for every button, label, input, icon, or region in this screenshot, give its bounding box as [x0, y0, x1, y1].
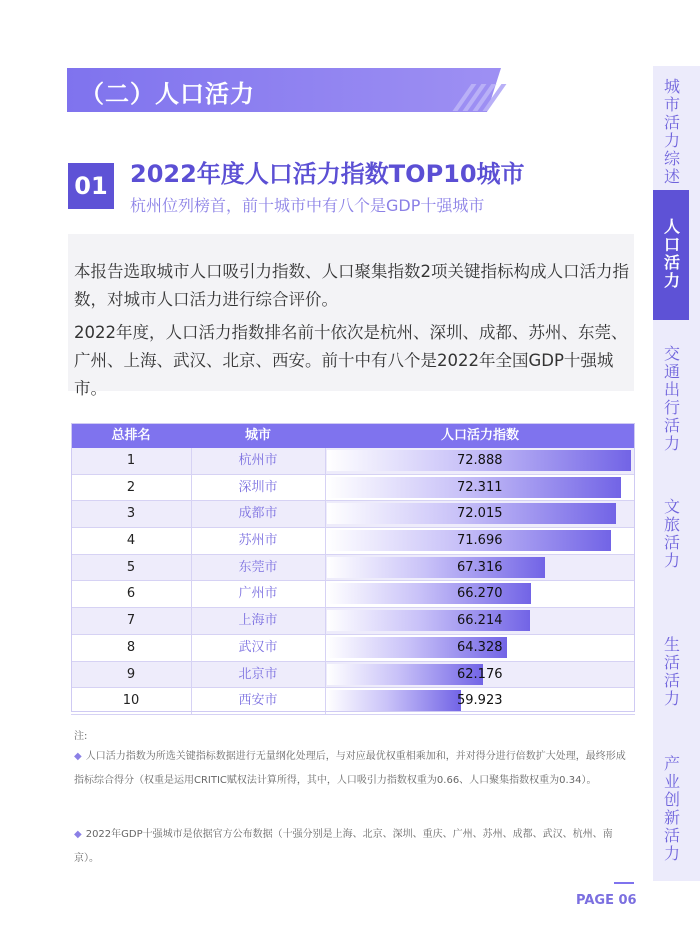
index-cell	[325, 528, 635, 554]
city-cell: 深圳市	[191, 475, 326, 501]
rank-cell: 8	[71, 635, 192, 661]
index-cell	[325, 688, 635, 714]
index-cell	[325, 635, 635, 661]
note-text: 人口活力指数为所选关键指标数据进行无量纲化处理后，与对应最优权重相乘加和，并对得分进行倍数扩大处理，最终形成指标综合得分（权重是运用CRITIC赋权法计算所得，其中，人口吸引力指数权重为0.66、人口聚集指数权重为0.34）。	[74, 751, 626, 786]
table-row	[71, 581, 635, 608]
city-cell: 杭州市	[191, 448, 326, 474]
rank-cell: 7	[71, 608, 192, 634]
table-body	[71, 448, 635, 715]
note-text: 2022年GDP十强城市是依据官方公布数据（十强分别是上海、北京、深圳、重庆、广州、苏州、成都、武汉、杭州、南京）。	[74, 829, 613, 864]
index-value: 72.015	[457, 506, 503, 522]
rank-cell: 3	[71, 501, 192, 527]
index-value: 67.316	[457, 559, 503, 575]
index-value: 59.923	[457, 693, 503, 709]
index-cell	[325, 501, 635, 527]
bullet-diamond-icon: ◆	[74, 751, 82, 762]
table-row	[71, 635, 635, 662]
sidebar-item-transport[interactable]: 交通出行活力	[661, 345, 681, 453]
table-row	[71, 662, 635, 689]
rank-cell: 4	[71, 528, 192, 554]
rank-cell: 9	[71, 662, 192, 688]
subsection-number: 01	[68, 163, 114, 209]
page-number: PAGE 06	[576, 893, 637, 908]
header-index: 人口活力指数	[440, 428, 519, 443]
index-bar	[327, 690, 461, 711]
index-cell	[325, 662, 635, 688]
notes-title: 注:	[74, 731, 88, 742]
intro-paragraph-1: 本报告选取城市人口吸引力指数、人口聚集指数2项关键指标构成人口活力指数，对城市人口活力进行综合评价。	[74, 262, 629, 309]
table-header	[71, 423, 635, 448]
sidebar-item-culture-tourism[interactable]: 文旅活力	[661, 498, 681, 570]
city-cell: 成都市	[191, 501, 326, 527]
index-value: 72.311	[457, 479, 503, 495]
city-cell: 东莞市	[191, 555, 326, 581]
sidebar-item-population[interactable]: 人口活力	[661, 218, 681, 290]
index-cell	[325, 475, 635, 501]
rank-cell: 10	[71, 688, 192, 714]
index-value: 64.328	[457, 639, 503, 655]
city-cell: 苏州市	[191, 528, 326, 554]
sidebar-item-industry[interactable]: 产业创新活力	[661, 755, 681, 863]
table-row	[71, 688, 635, 715]
sidebar-item-living[interactable]: 生活活力	[661, 636, 681, 708]
city-cell: 上海市	[191, 608, 326, 634]
note-item	[74, 745, 634, 793]
bullet-diamond-icon: ◆	[74, 829, 82, 840]
city-cell: 西安市	[191, 688, 326, 714]
page-number-rule	[614, 882, 634, 884]
table-row	[71, 475, 635, 502]
city-cell: 北京市	[191, 662, 326, 688]
rank-cell: 2	[71, 475, 192, 501]
city-cell: 武汉市	[191, 635, 326, 661]
index-cell	[325, 581, 635, 607]
ranking-table	[71, 423, 635, 715]
subsection-subtitle: 杭州位列榜首，前十城市中有八个是GDP十强城市	[130, 196, 485, 215]
header-city: 城市	[244, 428, 271, 443]
index-cell	[325, 555, 635, 581]
banner-stripes-decoration	[448, 84, 494, 111]
sidebar-item-city-overview[interactable]: 城市活力综述	[661, 78, 681, 186]
index-value: 72.888	[457, 453, 503, 468]
index-value: 66.214	[457, 613, 503, 629]
index-value: 62.176	[457, 666, 503, 682]
table-row	[71, 448, 635, 475]
index-value: 66.270	[457, 586, 503, 602]
rank-cell: 6	[71, 581, 192, 607]
section-title: （二）人口活力	[80, 80, 255, 108]
city-cell: 广州市	[191, 581, 326, 607]
index-bar	[327, 557, 545, 578]
intro-paragraph-2: 2022年度，人口活力指数排名前十依次是杭州、深圳、成都、苏州、东莞、广州、上海、武汉、北京、西安。前十中有八个是2022年全国GDP十强城市。	[74, 323, 628, 398]
index-cell	[325, 608, 635, 634]
subsection-title: 2022年度人口活力指数TOP10城市	[130, 160, 525, 188]
rank-cell: 1	[71, 448, 192, 474]
table-row	[71, 555, 635, 582]
table-row	[71, 608, 635, 635]
table-row	[71, 528, 635, 555]
index-cell	[325, 448, 635, 474]
header-rank: 总排名	[111, 428, 151, 443]
table-row	[71, 501, 635, 528]
index-value: 71.696	[457, 533, 503, 549]
intro-panel	[68, 234, 634, 398]
note-item	[74, 823, 634, 871]
rank-cell: 5	[71, 555, 192, 581]
